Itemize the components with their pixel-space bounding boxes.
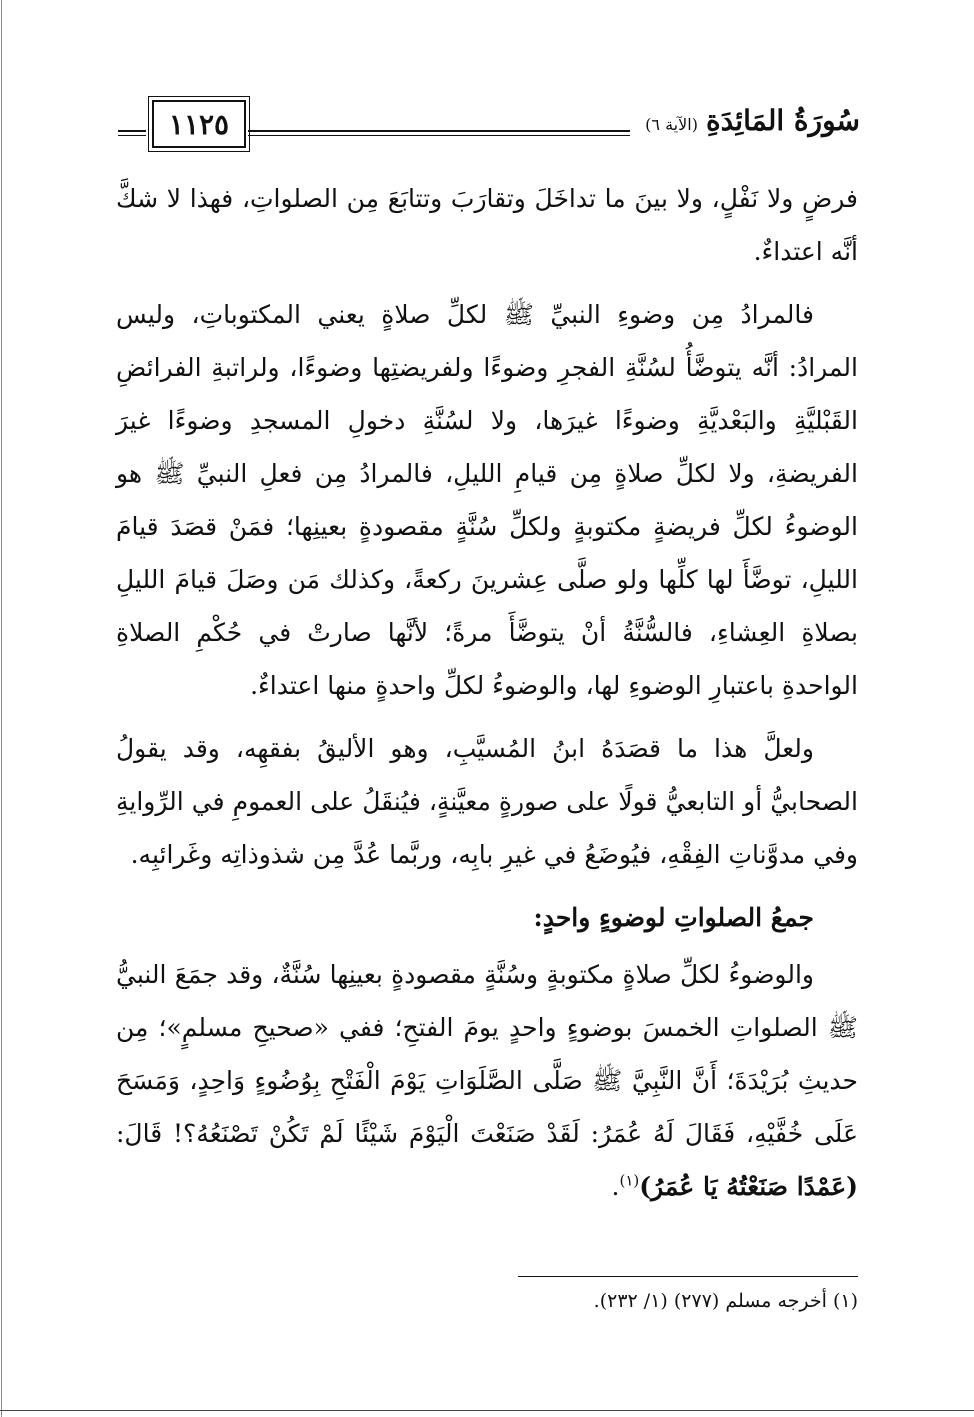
footnote-marker[interactable]: (١) <box>619 1171 640 1190</box>
page-edge <box>1 0 2 1417</box>
bottom-rule <box>0 1410 974 1411</box>
sura-title: سُورَةُ المَائِدَةِ(الآية ٦) <box>645 104 860 137</box>
paragraph-2: فالمرادُ مِن وضوءِ النبيِّ ﷺ لكلِّ صلاةٍ يعني المكتوباتِ، وليس المرادُ: أنَّه يتوضَّأُ لسُنَّةِ الفجرِ وضوءًا ولفريضتِها وضوءًا، ولراتبةِ الفرائضِ القَبْليَّةِ والبَعْديَّةِ وضوءًا غيرَها، ولا لسُنَّةِ دخولِ المسجدِ وضوءًا غيرَ الفريضةِ، ولا لكلِّ صلاةٍ مِن قيامِ الليلِ، فالمرادُ مِن فعلِ النبيِّ ﷺ هو الوضوءُ لكلِّ فريضةٍ مكتوبةٍ ولكلِّ سُنَّةٍ مقصودةٍ بعينِها؛ فمَنْ قصَدَ قيامَ الليلِ، توضَّأَ لها كلِّها ولو صلَّى عِشرينَ ركعةً، وكذلك مَن وصَلَ قيامَ الليلِ بصلاةِ العِشاءِ، فالسُّنَّةُ أنْ يتوضَّأَ مرةً؛ لأنَّها صارتْ في حُكْمِ الصلاةِ الواحدةِ باعتبارِ الوضوءِ لها، والوضوءُ لكلِّ واحدةٍ منها اعتداءٌ. <box>116 300 858 700</box>
header-rule-left <box>118 130 146 136</box>
page-header <box>118 92 860 156</box>
paragraph-1: فرضٍ ولا نَفْلٍ، ولا بينَ ما تداخَلَ وتقارَبَ وتتابَعَ مِن الصلواتِ، فهذا لا شكَّ أنَّه اعتداءٌ. <box>116 184 858 266</box>
paragraph-3: ولعلَّ هذا ما قصَدَهُ ابنُ المُسيَّبِ، وهو الأليقُ بفقهِه، وقد يقولُ الصحابيُّ أو التابعيُّ قولًا على صورةٍ معيَّنةٍ، فيُنقَلُ على العمومِ في الرِّوايةِ وفي مدوَّناتِ الفِقْهِ، فيُوضَعُ في غيرِ بابِه، وربَّما عُدَّ مِن شذوذاتِه وغَرائبِه. <box>116 734 858 869</box>
footnote-divider <box>518 1276 858 1277</box>
paragraph-4: والوضوءُ لكلِّ صلاةٍ مكتوبةٍ وسُنَّةٍ مقصودةٍ بعينِها سُنَّةٌ، وقد جمَعَ النبيُّ ﷺ الصلواتِ الخمسَ بوضوءٍ واحدٍ يومَ الفتحِ؛ ففي «صحيحِ مسلمٍ»؛ مِن حديثِ بُرَيْدَةَ؛ أَنَّ النَّبِيَّ ﷺ صَلَّى الصَّلَوَاتِ يَوْمَ الْفَتْحِ بِوُضُوءٍ وَاحِدٍ، وَمَسَحَ عَلَى خُفَّيْهِ، فَقَالَ لَهُ عُمَرُ: لَقَدْ صَنَعْتَ الْيَوْمَ شَيْئًا لَمْ تَكُنْ تَصْنَعُهُ؟! قَالَ: (عَمْدًا صَنَعْتُهُ يَا عُمَرُ)$^{(١)}$. <box>116 960 858 1201</box>
section-heading: جمعُ الصلواتِ لوضوءٍ واحدٍ: <box>533 903 814 932</box>
body-text <box>116 172 858 1223</box>
page-number: ١١٢٥ <box>152 100 246 148</box>
hadith-quote: (عَمْدًا صَنَعْتُهُ يَا عُمَرُ) <box>639 1172 858 1201</box>
ayah-note: (الآية ٦) <box>645 115 698 134</box>
header-rule <box>248 130 630 136</box>
footnote: (١) أخرجه مسلم (٢٧٧) (١/ ٢٣٢). <box>593 1290 858 1312</box>
